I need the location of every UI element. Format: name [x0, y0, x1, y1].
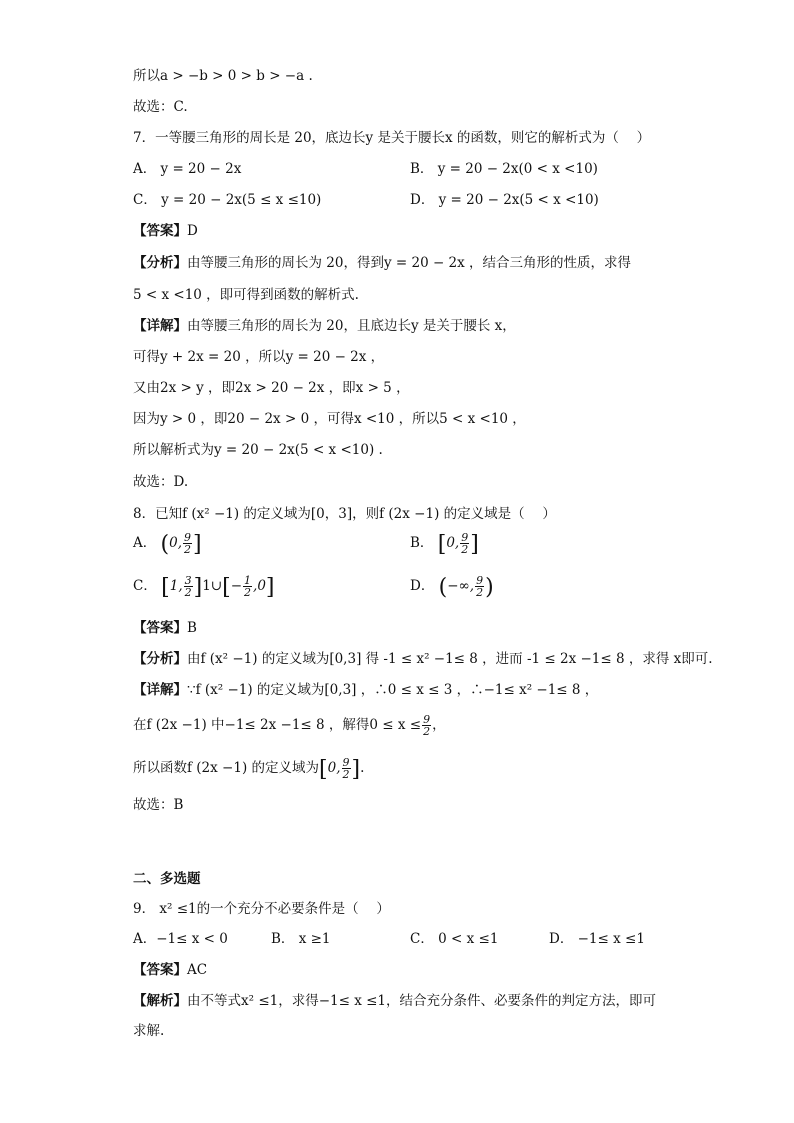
text-line: 故选：C.: [133, 99, 188, 115]
q7-detail-line: 因为y > 0 ，即20 − 2x > 0 ，可得x <10 ，所以5 < x <10 ，: [133, 411, 526, 427]
answer-value: AC: [187, 962, 208, 978]
q9-option-c: C． 0 < x ≤1: [410, 931, 499, 947]
detail-text: 由等腰三角形的周长为 20，且底边长y 是关于腰长 x，: [187, 318, 516, 334]
q7-answer: [133, 221, 198, 241]
detail-text: ∵f (x² −1) 的定义域为[0,3] ，∴0 ≤ x ≤ 3 ，∴−1≤ x² −1≤ 8 ，: [187, 682, 599, 698]
q8-analysis: [133, 649, 713, 669]
q8-option-b: B． [0, $\frac{9}{2}$ ]: [410, 531, 479, 557]
q8-conclusion: 故选：B: [133, 797, 184, 813]
q7-detail-line: 又由2x > y ，即2x > 20 − 2x ，即x > 5 ，: [133, 380, 410, 396]
q7-option-a: A． y = 20 − 2x: [133, 161, 242, 177]
answer-tag: 【答案】: [133, 223, 187, 239]
q7-detail-line: 所以解析式为y = 20 − 2x(5 < x <10) .: [133, 442, 383, 458]
q9-option-a: A．−1≤ x < 0: [133, 931, 228, 947]
question-8: 8．已知f (x² −1) 的定义域为[0，3]，则f (2x −1) 的定义域是（ ）: [133, 506, 556, 522]
question-9: 9． x² ≤1的一个充分不必要条件是（ ）: [133, 901, 390, 917]
analysis-text: 由f (x² −1) 的定义域为[0,3] 得 -1 ≤ x² −1≤ 8 ，进而 -1 ≤ 2x −1≤ 8 ，求得 x即可.: [187, 651, 713, 667]
q8-option-d: D． (−∞, $\frac{9}{2}$ ): [410, 574, 494, 600]
q8-detail-line: 在f (2x −1) 中−1≤ 2x −1≤ 8 ，解得0 ≤ x ≤ $\frac{9}{2}$ ，: [133, 713, 446, 738]
q9-explanation-cont: 求解.: [133, 1023, 165, 1039]
q9-explanation: [133, 991, 656, 1011]
explanation-tag: 【解析】: [133, 993, 187, 1009]
q7-option-b: B． y = 20 − 2x(0 < x <10): [410, 161, 598, 177]
q7-conclusion: 故选：D.: [133, 474, 189, 490]
detail-tag: 【详解】: [133, 682, 187, 698]
answer-tag: 【答案】: [133, 620, 187, 636]
q7-option-c: C． y = 20 − 2x(5 ≤ x ≤10): [133, 192, 322, 208]
q9-option-b: B． x ≥1: [271, 931, 331, 947]
q7-option-d: D． y = 20 − 2x(5 < x <10): [410, 192, 599, 208]
q8-detail: [133, 680, 598, 700]
answer-value: D: [187, 223, 198, 239]
q9-option-d: D． −1≤ x ≤1: [549, 931, 645, 947]
detail-tag: 【详解】: [133, 318, 187, 334]
q7-analysis-cont: 5 < x <10 ，即可得到函数的解析式.: [133, 287, 359, 303]
analysis-text: 由等腰三角形的周长为 20，得到y = 20 − 2x ，结合三角形的性质，求得: [187, 255, 632, 271]
q8-answer: [133, 618, 197, 638]
q9-answer: [133, 960, 207, 980]
q7-detail: [133, 316, 516, 336]
answer-value: B: [187, 620, 197, 636]
answer-tag: 【答案】: [133, 962, 187, 978]
q7-analysis: [133, 253, 631, 273]
q8-detail-line: 所以函数f (2x −1) 的定义域为[0, $\frac{9}{2}$ ].: [133, 756, 365, 782]
q8-option-c: C． [1, $\frac{3}{2}$ ]1∪[− $\frac{1}{2}$ ,0]: [133, 574, 275, 600]
q7-detail-line: 可得y + 2x = 20 ，所以y = 20 − 2x ，: [133, 349, 385, 365]
q8-option-a: A． (0, $\frac{9}{2}$ ]: [133, 531, 202, 557]
analysis-tag: 【分析】: [133, 651, 187, 667]
analysis-tag: 【分析】: [133, 255, 187, 271]
text-line: 所以a > −b > 0 > b > −a .: [133, 68, 313, 84]
question-7: 7．一等腰三角形的周长是 20，底边长y 是关于腰长x 的函数，则它的解析式为（ ）: [133, 130, 651, 146]
explanation-text: 由不等式x² ≤1，求得−1≤ x ≤1，结合充分条件、必要条件的判定方法，即可: [187, 993, 657, 1009]
section-heading: 二、多选题: [133, 871, 201, 887]
